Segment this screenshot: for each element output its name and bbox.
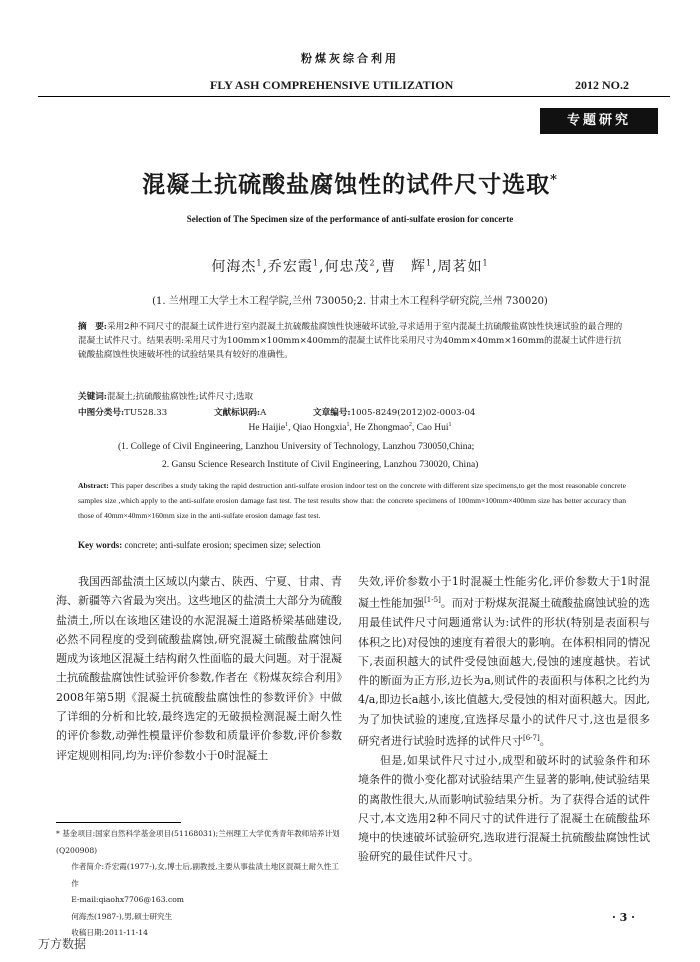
abstract-en-label: Abstract: [78, 481, 109, 490]
footnotes [56, 826, 346, 942]
title-en: Selection of The Specimen size of the performance of anti-sulfate erosion for concerte [186, 214, 514, 224]
issue-number: 2012 NO.2 [575, 78, 629, 92]
keywords-en-label: Key words: [78, 540, 123, 550]
body-left-column [56, 572, 342, 765]
abstract-label: 摘 要: [78, 322, 107, 332]
keywords-label: 关键词: [78, 392, 107, 402]
footnote-email: E-mail:qiaohx7706@163.com [71, 895, 184, 904]
body-paragraph: 我国西部盐渍土区域以内蒙古、陕西、宁夏、甘肃、青海、新疆等六省最为突出。这些地区的盐渍土大部分为硫酸盐渍土,所以在该地区建设的水泥混凝土道路桥梁基础建设,必然不同程度的受到硫酸盐腐蚀,研究混凝土硫酸盐腐蚀问题成为该地区混凝土结构耐久性面临的最大问题。对于混凝土抗硫酸盐腐蚀性试验评价参数,作者在《粉煤灰综合利用》2008年第5期《混凝土抗硫酸盐腐蚀性的参数评价》中做了详细的分析和比较,最终选定的无破损检测混凝土耐久性的评价参数,动弹性模量评价参数和质量评价参数,评价参数评定规则相同,均为:评价参数小于0时混凝土 [56, 575, 342, 762]
title-footnote-mark: * [550, 172, 558, 188]
citation: [1-5] [424, 596, 441, 605]
affiliation-cn: (1. 兰州理工大学土木工程学院,兰州 730050;2. 甘肃土木工程科学研究院,兰州 730020) [152, 296, 548, 307]
footnote-bio: 何海杰(1987-),男,硕士研究生 [71, 911, 173, 921]
author-name: 何海杰 [211, 259, 257, 275]
keywords-en-text: concrete; anti-sulfate erosion; specimen size; selection [124, 540, 321, 550]
affiliation-en-2: 2. Gansu Science Research Institute of Civil Engineering, Lanzhou 730020, China) [162, 460, 479, 470]
footnote-fund: * 基金项目:国家自然科学基金项目(51168031);兰州理工大学优秀青年教师培养计划(Q200908) [56, 829, 340, 855]
author-name: 何忠茂 [324, 259, 370, 275]
body-paragraph: 失效,评价参数小于1时混凝土性能劣化,评价参数大于1时混凝土性能加强[1-5]。而对于粉煤灰混凝土硫酸盐腐蚀试验的选用最佳试件尺寸问题通常认为:试件的形状(特别是表面积与体积之比)对侵蚀的速度有着很大的影响。在体积相同的情况下,表面积越大的试件受侵蚀面越大,侵蚀的速度越快。若试件的断面为正方形,边长为a,则试件的表面积与体积之比约为4/a,即边长a越小,该比值越大,受侵蚀的相对面积越大。因此,为了加快试验的速度,宜选择尽量小的试件尺寸,这也是很多研究者进行试验时选择的试件尺寸[6-7]。 [358, 575, 651, 748]
header-rule [38, 96, 670, 97]
footnote-received: 收稿日期:2011-11-14 [71, 928, 148, 937]
section-badge: 专题研究 [540, 108, 658, 134]
body-right-column [358, 572, 650, 867]
affiliation-en-1: (1. College of Civil Engineering, Lanzhou University of Technology, Lanzhou 730050,China; [118, 442, 475, 452]
author-name: 乔宏霞 [267, 259, 313, 275]
authors-cn: 何海杰$^1$,乔宏霞$^1$,何忠茂$^2$,曹 辉$^1$,周茗如$^1$ [211, 258, 489, 275]
author-name: 曹 辉 [381, 259, 426, 275]
keywords-en [78, 540, 321, 550]
watermark: 万方数据 [38, 937, 87, 951]
footnote-bio: 作者简介:乔宏霞(1977-),女,博士后,副教授,主要从事盐渍土地区混凝土耐久性工作 [71, 862, 340, 888]
page-number: · 3 · [612, 911, 635, 924]
footnote-rule [56, 822, 181, 823]
abstract-en-text: This paper describes a study taking the rapid destruction anti-sulfate erosion indoor test on the concrete with different size specimens,to get the most reasonable concrete samples size ,which apply to the anti-sulfate erosion damage fast test. The test results show that: the concrete specimens of 100mm×100mm×400mm size has better accuracy than those of 40mm×40mm×160mm size in the anti-sulfate erosion damage fast test. [78, 481, 627, 520]
abstract-cn [78, 320, 626, 362]
citation: [6-7] [523, 734, 540, 743]
author-name: 周茗如 [437, 259, 483, 275]
journal-name-cn: 粉煤灰综合利用 [301, 52, 399, 65]
journal-name-en: FLY ASH COMPREHENSIVE UTILIZATION [210, 78, 454, 92]
classification-line: 中图分类号:TU528.33 文献标识码:A 文章编号:1005-8249(2012)02-0003-04 [78, 408, 476, 418]
keywords-text: 混凝土;抗硫酸盐腐蚀性;试件尺寸;选取 [106, 392, 254, 402]
abstract-en [78, 478, 626, 523]
abstract-text: 采用2种不同尺寸的混凝土试件进行室内混凝土抗硫酸盐腐蚀性快速破坏试验,寻求适用于室内混凝土抗硫酸盐腐蚀性快速试验的最合理的混凝土试件尺寸。结果表明:采用尺寸为100mm×100mm×400mm的混凝土试件比采用尺寸为40mm×40mm×160mm的混凝土试件进行抗硫酸盐腐蚀性快速破坏性的试验结果具有较好的准确性。 [78, 322, 623, 360]
authors-en: He Haijie$^1$, Qiao Hongxia$^1$, He Zhongmao$^2$, Cao Hui$^1$ [248, 422, 452, 434]
title-cn: 混凝土抗硫酸盐腐蚀性的试件尺寸选取* [142, 171, 558, 198]
keywords-cn [78, 390, 626, 404]
body-paragraph: 但是,如果试件尺寸过小,成型和破坏时的试验条件和环境条件的微小变化都对试验结果产生显著的影响,使试验结果的离散性很大,从而影响试验结果分析。为了获得合适的试件尺寸,本文选用2种不同尺寸的试件进行了混凝土在硫酸盐环境中的快速破坏试验研究,选取进行混凝土抗硫酸盐腐蚀性试验研究的最佳试件尺寸。 [358, 753, 650, 864]
